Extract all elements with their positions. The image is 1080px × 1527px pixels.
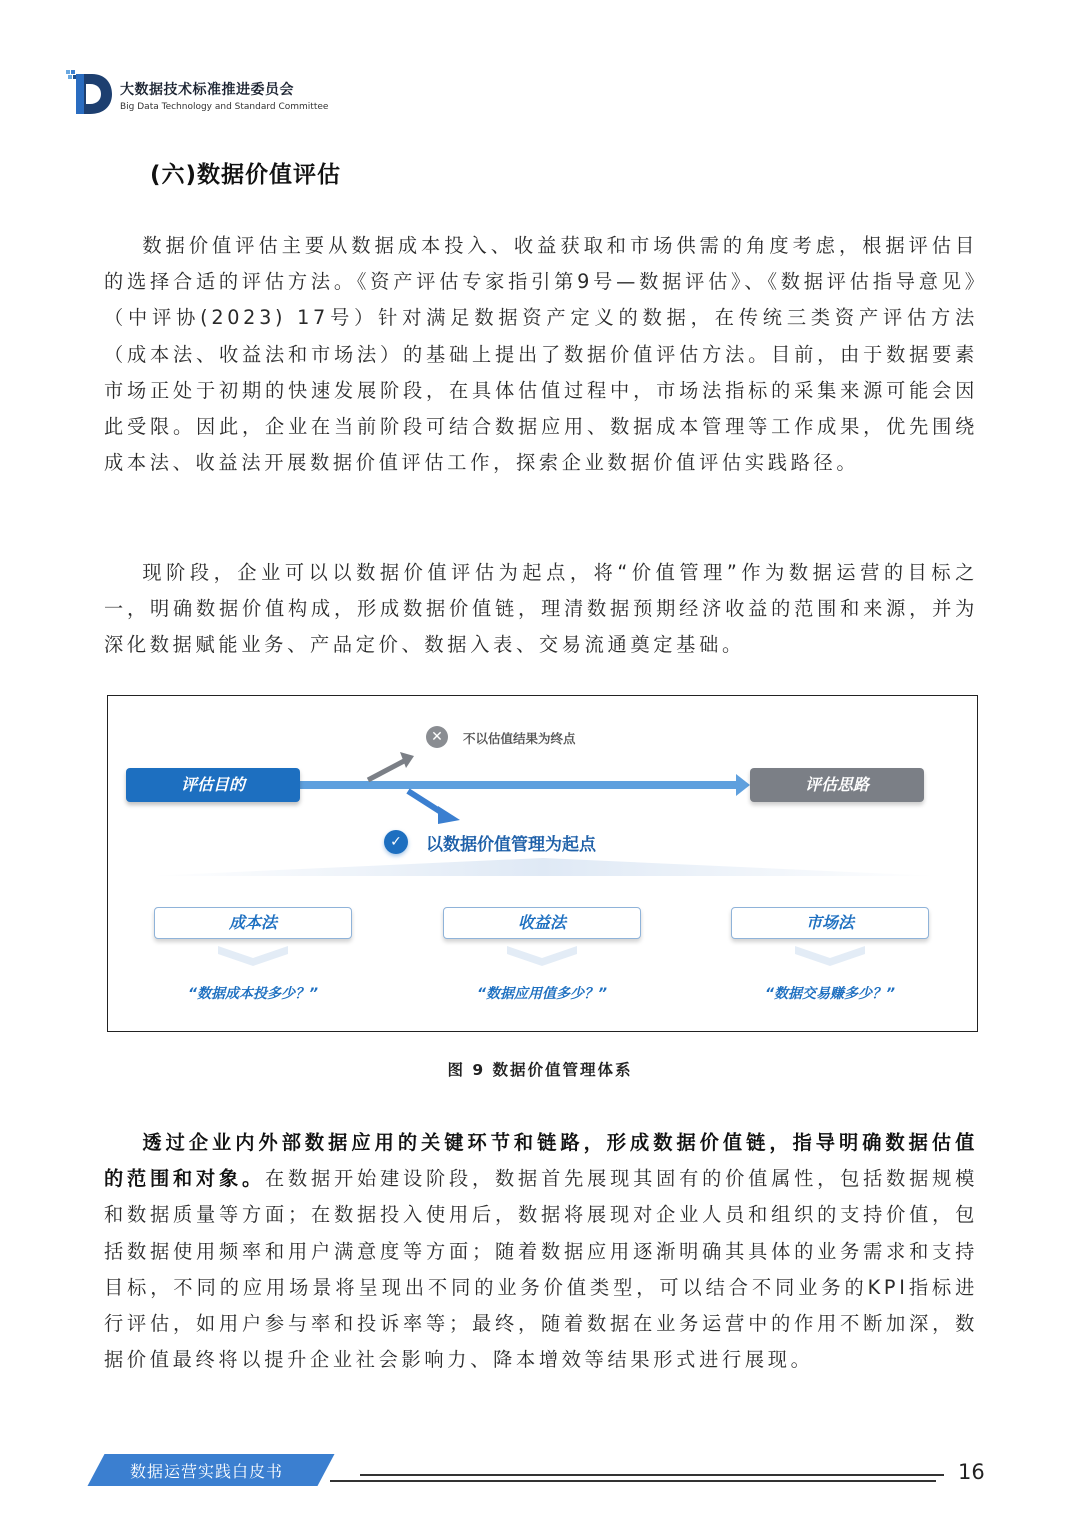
fan-band [148, 858, 938, 876]
question-cost: “数据成本投多少？” [187, 986, 319, 1002]
not-end-label: 不以估值结果为终点 [463, 731, 576, 746]
start-point-label: 以数据价值管理为起点 [426, 835, 596, 855]
paragraph-current-stage: 现阶段，企业可以以数据价值评估为起点，将“价值管理”作为数据运营的目标之一，明确数据价值构成，形成数据价值链，理清数据预期经济收益的范围和来源，并为深化数据赋能业务、产品定价、数据入表、交易流通奠定基础。 [104, 561, 978, 657]
up-arrow [368, 761, 404, 780]
section-title: (六)数据价值评估 [150, 162, 342, 188]
chevron-down-icon [507, 946, 577, 966]
evaluation-goal-tag: 评估目的 [126, 768, 300, 802]
question-income: “数据应用值多少？” [476, 986, 608, 1002]
footer-title: 数据运营实践白皮书 [130, 1462, 284, 1481]
method-cost: 成本法 [154, 907, 352, 939]
value-management-figure [107, 695, 978, 1032]
close-icon: ✕ [426, 726, 448, 748]
paragraph-value-chain [104, 1125, 978, 1378]
method-market: 市场法 [731, 907, 929, 939]
main-flow-arrowhead [736, 774, 750, 796]
chevron-down-icon [218, 946, 288, 966]
footer-divider [330, 1480, 936, 1482]
method-income: 收益法 [443, 907, 641, 939]
committee-logo-icon [66, 70, 114, 116]
paragraph-lead: 透过企业内外部数据应用的关键环节和链路，形成数据价值链，指导明确数据估值的范围和对象。 [104, 1131, 978, 1191]
page-number: 16 [958, 1460, 985, 1484]
main-flow-arrow [298, 781, 738, 789]
paragraph-body: 在数据开始建设阶段，数据首先展现其固有的价值属性，包括数据规模和数据质量等方面；在数据投入使用后，数据将展现对企业人员和组织的支持价值，包括数据使用频率和用户满意度等方面；随着数据应用逐渐明确其具体的业务需求和支持目标，不同的应用场景将呈现出不同的业务价值类型，可以结合不同业务的KPI指标进行评估，如用户参与率和投诉率等；最终，随着数据在业务运营中的作用不断加深，数据价值最终将以提升企业社会影响力、降本增效等结果形式进行展现。 [104, 1167, 979, 1372]
org-name-en: Big Data Technology and Standard Committee [120, 102, 329, 112]
org-name-cn: 大数据技术标准推进委员会 [120, 82, 294, 98]
figure-caption: 图 9 数据价值管理体系 [447, 1061, 633, 1079]
question-market: “数据交易赚多少？” [764, 986, 896, 1002]
evaluation-approach-tag: 评估思路 [750, 768, 924, 802]
organization-name [120, 79, 328, 112]
chevron-down-icon [795, 946, 865, 966]
footer-divider [360, 1474, 944, 1476]
paragraph-valuation-methods: 数据价值评估主要从数据成本投入、收益获取和市场供需的角度考虑，根据评估目的选择合适的评估方法。《资产评估专家指引第9号—数据评估》、《数据评估指导意见》（中评协(2023) 17号）针对满足数据资产定义的数据，在传统三类资产评估方法（成本法、收益法和市场法）的基础上提出了数据价值评估方法。目前，由于数据要素市场正处于初期的快速发展阶段，在具体估值过程中，市场法指标的采集来源可能会因此受限。因此，企业在当前阶段可结合数据应用、数据成本管理等工作成果，优先围绕成本法、收益法开展数据价值评估工作，探索企业数据价值评估实践路径。 [104, 234, 978, 475]
check-icon: ✓ [384, 830, 408, 854]
